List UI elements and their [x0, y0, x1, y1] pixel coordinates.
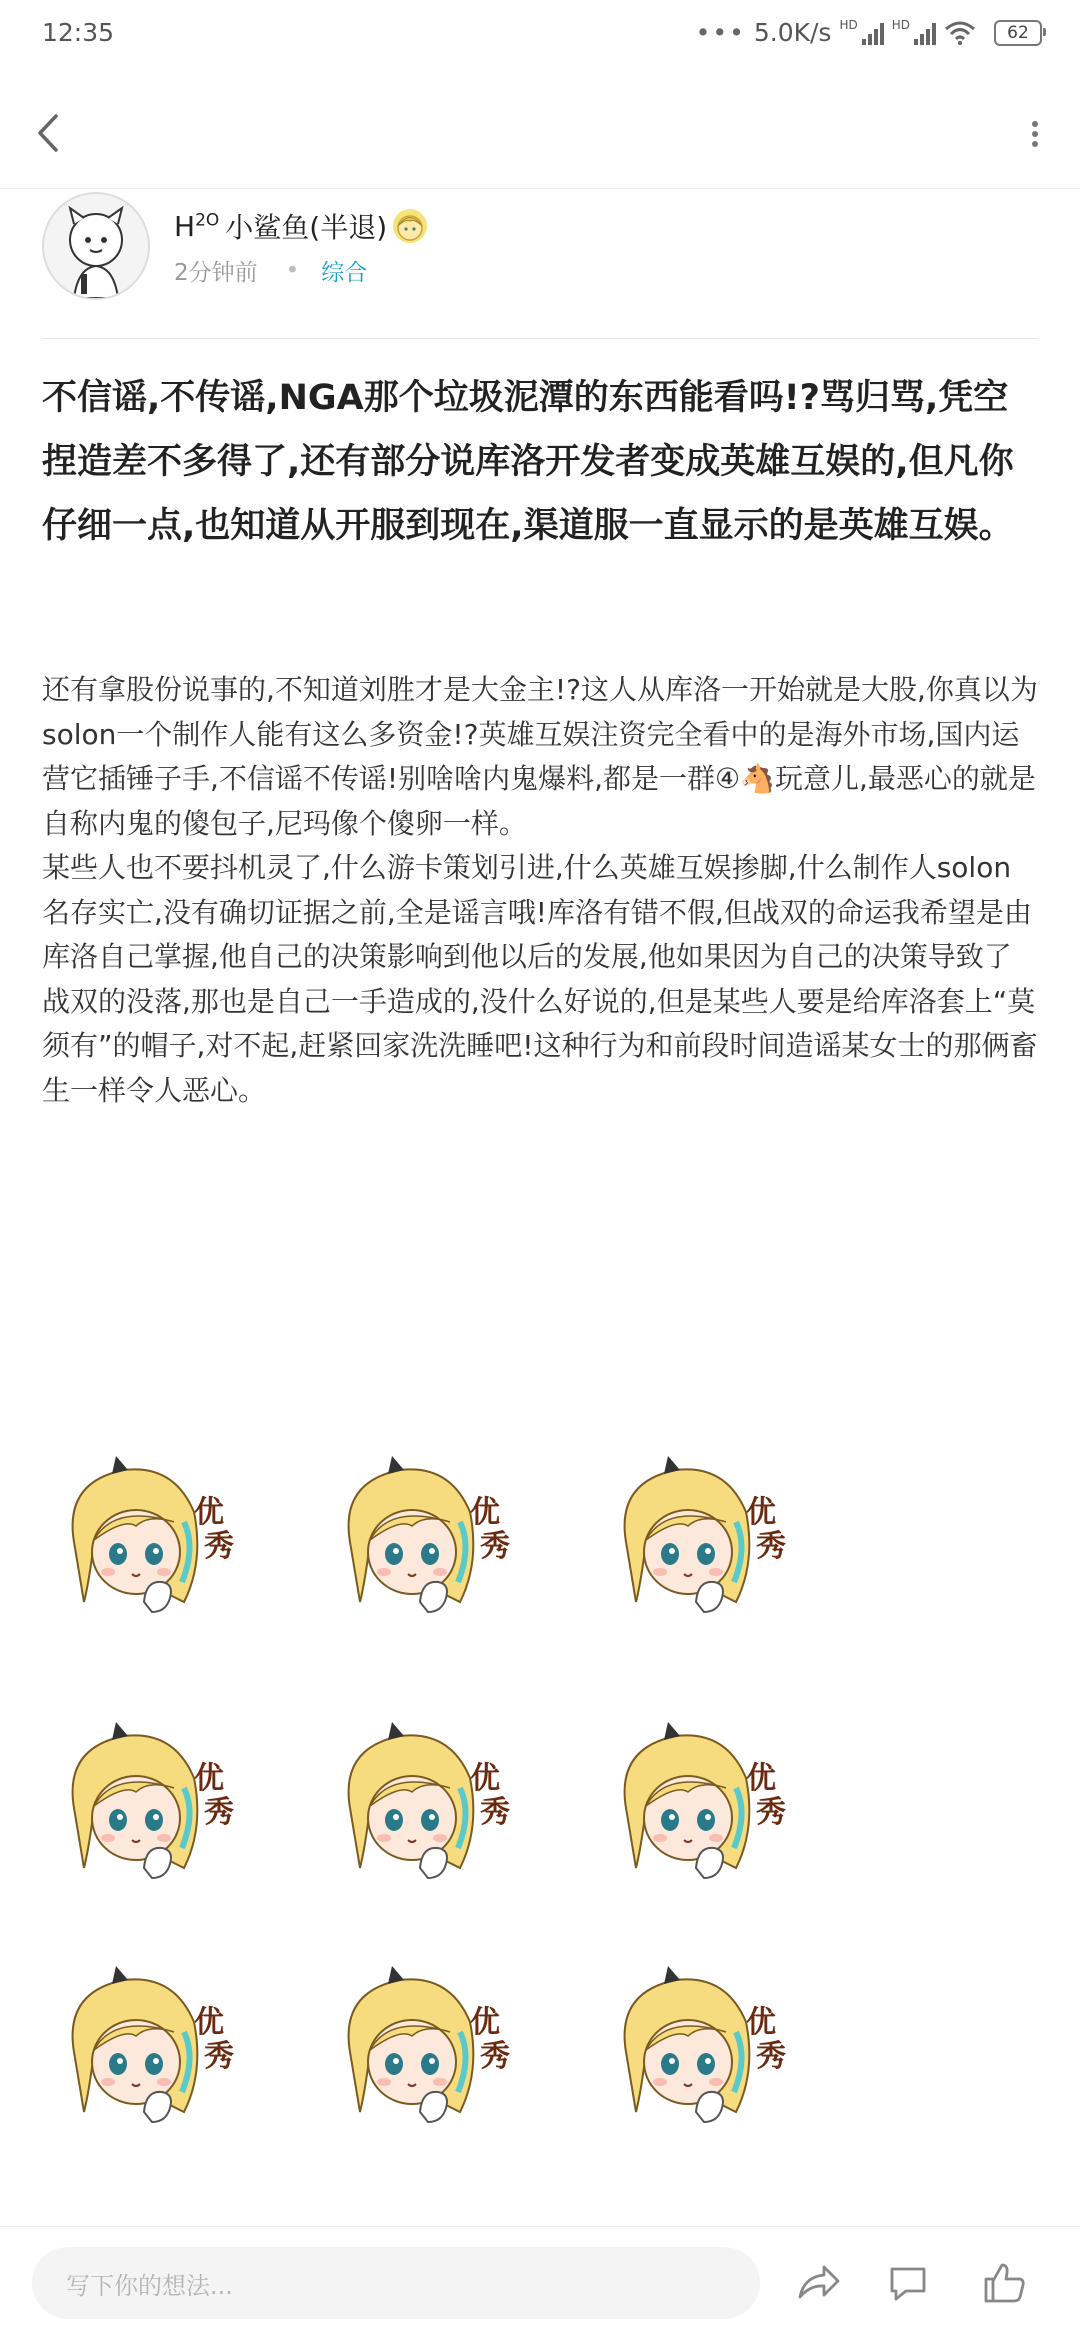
svg-text:优: 优: [470, 2005, 500, 2040]
thumbs-up-icon[interactable]: [980, 2259, 1028, 2307]
svg-text:优: 优: [746, 1495, 776, 1530]
sticker-image[interactable]: [606, 1718, 796, 1888]
svg-text:秀: 秀: [480, 2039, 510, 2074]
status-bar: [0, 0, 1080, 70]
sticker-image[interactable]: [54, 1962, 244, 2132]
sticker-illustration: [606, 1452, 796, 1622]
paragraph-1-text-a: 还有拿股份说事的,不知道刘胜才是大金主!?这人从库洛一开始就是大股,你真以为solon一个制作人能有这么多资金!?英雄互娱注资完全看中的是海外市场,国内运营它插锤子手,不信谣不传谣!别啥啥内鬼爆料,都是一群④: [42, 673, 1038, 795]
svg-text:秀: 秀: [204, 1795, 234, 1830]
avatar-illustration: [44, 194, 148, 298]
svg-text:优: 优: [746, 1761, 776, 1796]
svg-text:秀: 秀: [204, 1529, 234, 1564]
sticker-illustration: [54, 1452, 244, 1622]
sticker-image[interactable]: [606, 1962, 796, 2132]
user-badge-icon: [393, 209, 427, 243]
svg-text:优: 优: [470, 1495, 500, 1530]
network-speed: 5.0K/s: [753, 18, 832, 47]
svg-text:优: 优: [746, 2005, 776, 2040]
svg-text:秀: 秀: [756, 1795, 786, 1830]
share-icon[interactable]: [794, 2259, 842, 2307]
sticker-illustration: [606, 1718, 796, 1888]
author-name[interactable]: [174, 206, 427, 246]
sticker-illustration: [54, 1718, 244, 1888]
bottom-action-bar: [0, 2226, 1080, 2341]
svg-text:优: 优: [194, 1495, 224, 1530]
sticker-illustration: [330, 1452, 520, 1622]
signal-icon-1: [862, 21, 884, 45]
divider: [42, 338, 1038, 339]
sticker-illustration: [54, 1962, 244, 2132]
meta-separator: •: [285, 257, 300, 284]
signal-icon-2: [914, 21, 936, 45]
comment-icon[interactable]: [884, 2259, 932, 2307]
sticker-grid: [54, 1452, 854, 2132]
status-time: 12:35: [42, 18, 115, 47]
author-name-text: 小鲨鱼(半退): [225, 211, 388, 244]
post-paragraph-1: [42, 668, 1038, 846]
sticker-illustration: [606, 1962, 796, 2132]
sticker-image[interactable]: [54, 1452, 244, 1622]
post-paragraph-2: 某些人也不要抖机灵了,什么游卡策划引进,什么英雄互娱掺脚,什么制作人solon名存实亡,没有确切证据之前,全是谣言哦!库洛有错不假,但战双的命运我希望是由库洛自己掌握,他自己的决策影响到他以后的发展,他如果因为自己的决策导致了战双的没落,那也是自己一手造成的,没什么好说的,但是某些人要是给库洛套上“莫须有”的帽子,对不起,赶紧回家洗洗睡吧!这种行为和前段时间造谣某女士的那俩畜生一样令人恶心。: [42, 851, 1038, 1107]
svg-text:秀: 秀: [756, 2039, 786, 2074]
sticker-image[interactable]: [330, 1452, 520, 1622]
more-dots-icon: •••: [695, 18, 746, 47]
author-header: [42, 192, 1042, 312]
post-time: 2分钟前: [174, 260, 258, 286]
more-vertical-icon[interactable]: [1020, 114, 1050, 154]
svg-text:秀: 秀: [756, 1529, 786, 1564]
sticker-image[interactable]: [606, 1452, 796, 1622]
post-title: 不信谣,不传谣,NGA那个垃圾泥潭的东西能看吗!?骂归骂,凭空捏造差不多得了,还有部分说库洛开发者变成英雄互娱的,但凡你仔细一点,也知道从开服到现在,渠道服一直显示的是英雄互娱。: [42, 378, 1014, 546]
avatar[interactable]: [42, 192, 150, 300]
post-body: [42, 668, 1038, 1113]
svg-text:秀: 秀: [480, 1795, 510, 1830]
post-category[interactable]: 综合: [321, 260, 368, 286]
comment-placeholder: 写下你的想法...: [66, 2271, 233, 2300]
post-meta: [174, 254, 367, 287]
svg-text:优: 优: [194, 1761, 224, 1796]
sticker-image[interactable]: [54, 1718, 244, 1888]
hd-label-2: HD: [891, 17, 910, 32]
svg-text:秀: 秀: [480, 1529, 510, 1564]
sticker-illustration: [330, 1962, 520, 2132]
battery-level: 62: [1007, 22, 1029, 43]
top-nav-bar: [0, 70, 1080, 189]
comment-input[interactable]: [32, 2247, 760, 2319]
author-name-sup: 2O: [195, 210, 220, 231]
svg-text:优: 优: [470, 1761, 500, 1796]
svg-text:优: 优: [194, 2005, 224, 2040]
battery-icon: [994, 20, 1042, 46]
paragraph-1-text-b: 玩意儿,最恶心的就是自称内鬼的傻包子,尼玛像个傻卵一样。: [42, 762, 1036, 840]
svg-text:秀: 秀: [204, 2039, 234, 2074]
wifi-icon: [944, 21, 976, 45]
chevron-left-icon[interactable]: [30, 108, 70, 158]
hd-label-1: HD: [839, 17, 858, 32]
sticker-image[interactable]: [330, 1962, 520, 2132]
horse-emoji: 🐴: [740, 762, 776, 795]
sticker-illustration: [330, 1718, 520, 1888]
sticker-image[interactable]: [330, 1718, 520, 1888]
status-icons: [696, 18, 1042, 47]
author-name-prefix: H: [174, 209, 196, 243]
